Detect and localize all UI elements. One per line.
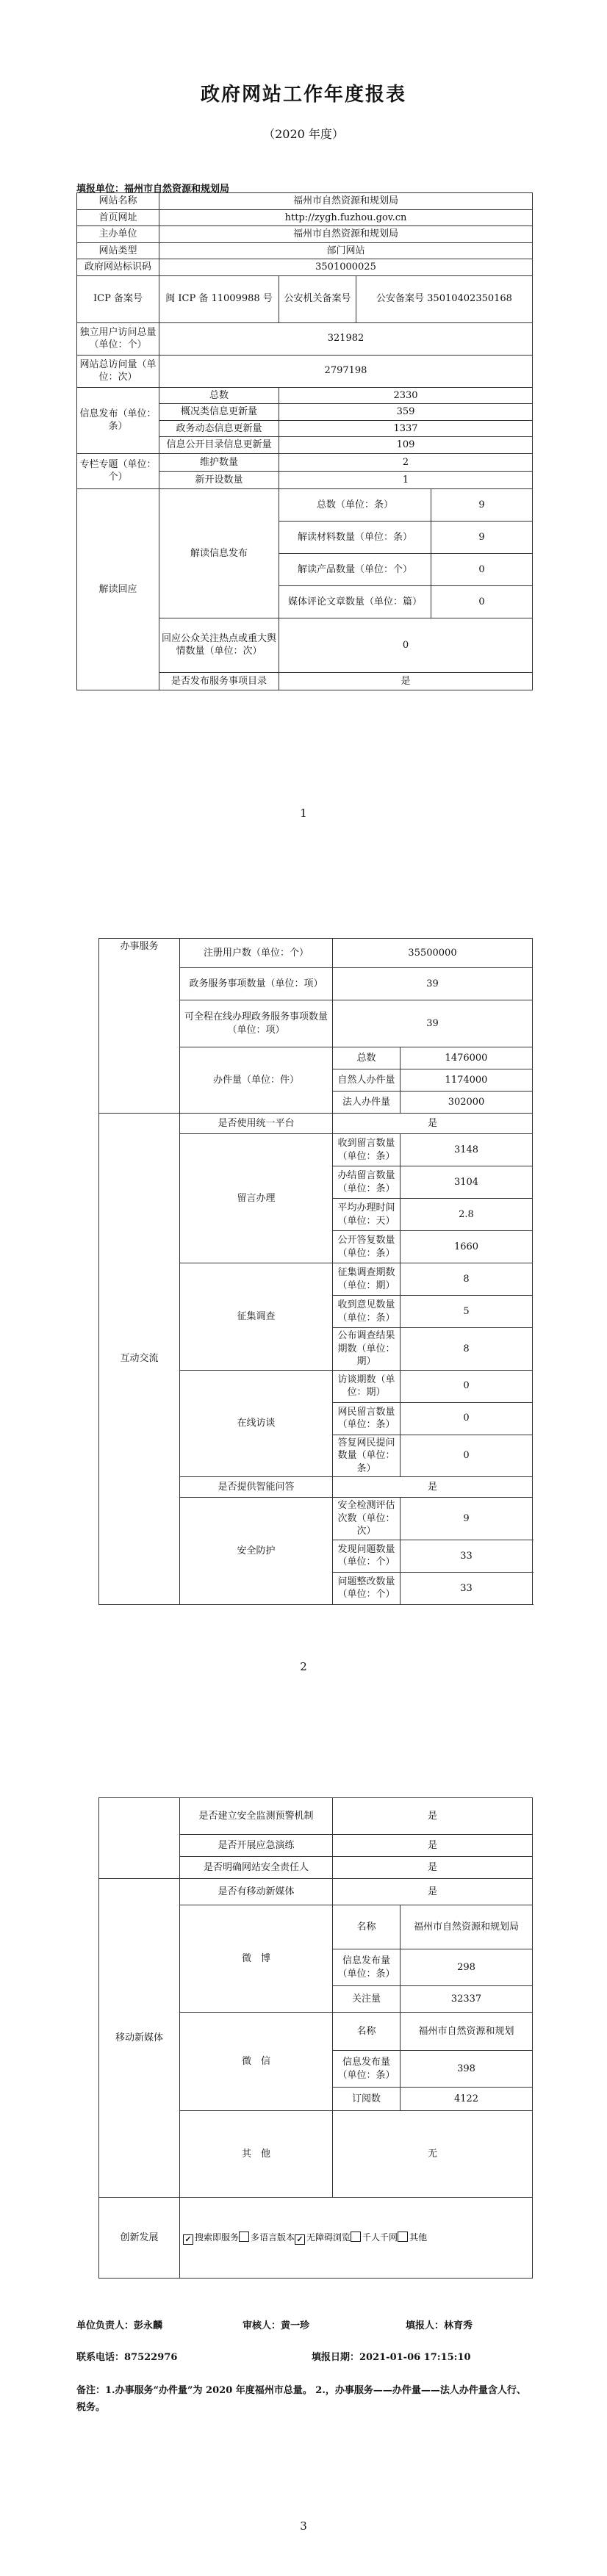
weibo-name: 福州市自然资源和规划局: [401, 1905, 533, 1949]
footer-phone: 联系电话：87522976: [76, 2352, 178, 2363]
report-table-page1: [76, 192, 533, 690]
msg-done: 3104: [401, 1166, 533, 1199]
label-host: 主办单位: [77, 226, 159, 243]
label-interview-count: 访谈期数（单位：期）: [333, 1370, 401, 1402]
label-online: 可全程在线办理政务服务事项数量（单位：项）: [180, 1000, 333, 1047]
option-other[interactable]: 其他: [398, 2232, 427, 2243]
label-handle-person: 自然人办件量: [333, 1069, 401, 1092]
footer-reviewer: 审核人：黄一珍: [243, 2320, 310, 2331]
option-search-service[interactable]: ✓ 搜索即服务: [183, 2232, 239, 2243]
group-service: 办事服务: [99, 939, 180, 1114]
checkbox-multilang[interactable]: [239, 2232, 249, 2242]
group-security: 安全防护: [180, 1498, 333, 1605]
overview-value: 359: [279, 404, 533, 421]
group-security-cont: [99, 1798, 180, 1879]
fixed-value: 33: [401, 1572, 533, 1604]
host-unit: 福州市自然资源和规划局: [159, 226, 533, 243]
label-pv: 网站总访问量（单位：次）: [77, 355, 159, 387]
label-interpret-total: 总数（单位：条）: [279, 488, 431, 521]
group-mobile: 移动新媒体: [99, 1879, 180, 2198]
label-msg-public: 公开答复数量（单位：条）: [333, 1231, 401, 1263]
label-release: 是否发布服务事项目录: [159, 672, 279, 690]
label-weibo-name: 名称: [333, 1905, 401, 1949]
page-number-1: 1: [300, 807, 307, 820]
label-media: 媒体评论文章数量（单位：篇）: [279, 585, 431, 618]
site-name: 福州市自然资源和规划局: [159, 193, 533, 210]
label-info-total: 总数: [159, 387, 279, 404]
label-police: 公安机关备案号: [279, 275, 356, 322]
label-maintain: 维护数量: [159, 453, 279, 471]
survey-count: 8: [401, 1263, 533, 1296]
weibo-posts: 298: [401, 1949, 533, 1986]
label-wechat-sub: 订阅数: [333, 2088, 401, 2111]
footer-date: 填报日期：2021-01-06 17:15:10: [312, 2352, 471, 2363]
label-survey-count: 征集调查期数（单位：期）: [333, 1263, 401, 1296]
page-number-2: 2: [300, 1660, 307, 1673]
interview-count: 0: [401, 1370, 533, 1402]
pv-value: 2797198: [159, 355, 533, 387]
label-owner: 是否明确网站安全责任人: [180, 1857, 333, 1879]
items-value: 39: [333, 968, 533, 1000]
label-warn: 是否建立安全监测预警机制: [180, 1798, 333, 1835]
group-info: 信息发布（单位：条）: [77, 387, 159, 453]
option-personalized[interactable]: 千人千网: [351, 2232, 398, 2243]
label-smart: 是否提供智能问答: [180, 1477, 333, 1498]
unified-value: 是: [333, 1114, 533, 1134]
info-total: 2330: [279, 387, 533, 404]
label-survey-pub: 公布调查结果期数（单位：期）: [333, 1328, 401, 1371]
label-msg-done: 办结留言数量（单位：条）: [333, 1166, 401, 1199]
home-url: http://zygh.fuzhou.gov.cn: [159, 209, 533, 226]
page-number-3: 3: [300, 2519, 307, 2533]
group-interact: 互动交流: [99, 1114, 180, 1605]
footer-filler: 填报人：林育秀: [406, 2320, 473, 2331]
interview-sub: 在线访谈: [180, 1370, 333, 1477]
label-wechat-name: 名称: [333, 2013, 401, 2051]
other-sub: 其 他: [180, 2111, 333, 2198]
label-code: 政府网站标识码: [77, 259, 159, 276]
new-value: 1: [279, 471, 533, 488]
checkbox-other[interactable]: [398, 2232, 408, 2242]
weibo-follow: 32337: [401, 1986, 533, 2013]
wechat-posts: 398: [401, 2051, 533, 2088]
msg-sub: 留言办理: [180, 1134, 333, 1263]
label-unified: 是否使用统一平台: [180, 1114, 333, 1134]
handle-legal: 302000: [401, 1092, 533, 1114]
media-value: 0: [431, 585, 533, 618]
label-fixed: 问题整改数量（单位：个）: [333, 1572, 401, 1604]
interpret-sub: 解读信息发布: [159, 488, 279, 618]
handle-person: 1174000: [401, 1069, 533, 1092]
icp-number: 闽 ICP 备 11009988 号: [159, 275, 279, 322]
checkbox-search-service[interactable]: ✓: [183, 2234, 193, 2245]
check-value: 9: [401, 1498, 533, 1540]
group-interpret: 解读回应: [77, 488, 159, 690]
label-site-name: 网站名称: [77, 193, 159, 210]
label-uv: 独立用户访问总量（单位：个）: [77, 322, 159, 355]
label-weibo-follow: 关注量: [333, 1986, 401, 2013]
label-new: 新开设数量: [159, 471, 279, 488]
owner-value: 是: [333, 1857, 533, 1879]
police-number: 公安备案号 35010402350168: [356, 275, 533, 322]
label-interview-a: 答复网民提问数量（单位：条）: [333, 1435, 401, 1477]
msg-public: 1660: [401, 1231, 533, 1263]
label-wechat-posts: 信息发布量（单位：条）: [333, 2051, 401, 2088]
maintain-value: 2: [279, 453, 533, 471]
warn-value: 是: [333, 1798, 533, 1835]
label-survey-recv: 收到意见数量（单位：条）: [333, 1296, 401, 1328]
wechat-sub: 微 信: [180, 2013, 333, 2111]
online-value: 39: [333, 1000, 533, 1047]
label-handle-total: 总数: [333, 1047, 401, 1069]
registered-value: 35500000: [333, 939, 533, 968]
checkbox-personalized[interactable]: [351, 2232, 361, 2242]
wechat-name: 福州市自然资源和规划: [401, 2013, 533, 2051]
label-handle-legal: 法人办件量: [333, 1092, 401, 1114]
release-value: 是: [279, 672, 533, 690]
footer-note: 备注：1.办事服务“办件量”为 2020 年度福州市总量。 2.，办事服务——办件量——法人办件量含人行、税务。: [76, 2385, 526, 2414]
option-multilang[interactable]: 多语言版本: [239, 2232, 295, 2243]
interview-a: 0: [401, 1435, 533, 1477]
has-mobile-value: 是: [333, 1879, 533, 1905]
fill-unit: 填报单位：福州市自然资源和规划局: [76, 184, 230, 195]
report-table-page3: [98, 1797, 533, 2279]
found-value: 33: [401, 1540, 533, 1572]
label-interview-q: 网民留言数量（单位：条）: [333, 1402, 401, 1435]
other-value: 无: [333, 2111, 533, 2198]
handle-total: 1476000: [401, 1047, 533, 1069]
interpret-total: 9: [431, 488, 533, 521]
label-drill: 是否开展应急演练: [180, 1835, 333, 1857]
smart-value: 是: [333, 1477, 533, 1498]
msg-avg: 2.8: [401, 1199, 533, 1231]
footer-leader: 单位负责人：彭永麟: [76, 2320, 163, 2331]
label-weibo-posts: 信息发布量（单位：条）: [333, 1949, 401, 1986]
label-respond: 回应公众关注热点或重大舆情数量（单位：次）: [159, 618, 279, 672]
innovation-options: [180, 2198, 533, 2279]
drill-value: 是: [333, 1835, 533, 1857]
product-value: 0: [431, 553, 533, 585]
respond-value: 0: [279, 618, 533, 672]
catalog-value: 109: [279, 437, 533, 454]
option-accessible[interactable]: ✓ 无障碍浏览: [295, 2232, 351, 2243]
group-column: 专栏专题（单位：个）: [77, 453, 159, 488]
survey-recv: 5: [401, 1296, 533, 1328]
label-catalog: 信息公开目录信息更新量: [159, 437, 279, 454]
label-items: 政务服务事项数量（单位：项）: [180, 968, 333, 1000]
survey-sub: 征集调查: [180, 1263, 333, 1371]
label-product: 解读产品数量（单位：个）: [279, 553, 431, 585]
label-handle: 办件量（单位：件）: [180, 1047, 333, 1114]
label-check: 安全检测评估次数（单位：次）: [333, 1498, 401, 1540]
uv-value: 321982: [159, 322, 533, 355]
label-msg-recv: 收到留言数量（单位：条）: [333, 1134, 401, 1166]
site-type: 部门网站: [159, 242, 533, 259]
msg-recv: 3148: [401, 1134, 533, 1166]
label-registered: 注册用户数（单位：个）: [180, 939, 333, 968]
page-title: 政府网站工作年度报表: [200, 84, 406, 106]
wechat-sub: 4122: [401, 2088, 533, 2111]
group-innovation: 创新发展: [99, 2198, 180, 2279]
label-icp: ICP 备案号: [77, 275, 159, 322]
label-material: 解读材料数量（单位：条）: [279, 521, 431, 553]
survey-pub: 8: [401, 1328, 533, 1371]
material-value: 9: [431, 521, 533, 553]
label-type: 网站类型: [77, 242, 159, 259]
label-found: 发现问题数量（单位：个）: [333, 1540, 401, 1572]
label-has-mobile: 是否有移动新媒体: [180, 1879, 333, 1905]
weibo-sub: 微 博: [180, 1905, 333, 2013]
interview-q: 0: [401, 1402, 533, 1435]
report-year: （2020 年度）: [263, 127, 344, 141]
site-code: 3501000025: [159, 259, 533, 276]
label-affairs: 政务动态信息更新量: [159, 420, 279, 437]
checkbox-accessible[interactable]: ✓: [295, 2234, 305, 2245]
report-table-page2: [98, 938, 533, 1605]
affairs-value: 1337: [279, 420, 533, 437]
label-overview: 概况类信息更新量: [159, 404, 279, 421]
label-home: 首页网址: [77, 209, 159, 226]
label-msg-avg: 平均办理时间（单位：天）: [333, 1199, 401, 1231]
